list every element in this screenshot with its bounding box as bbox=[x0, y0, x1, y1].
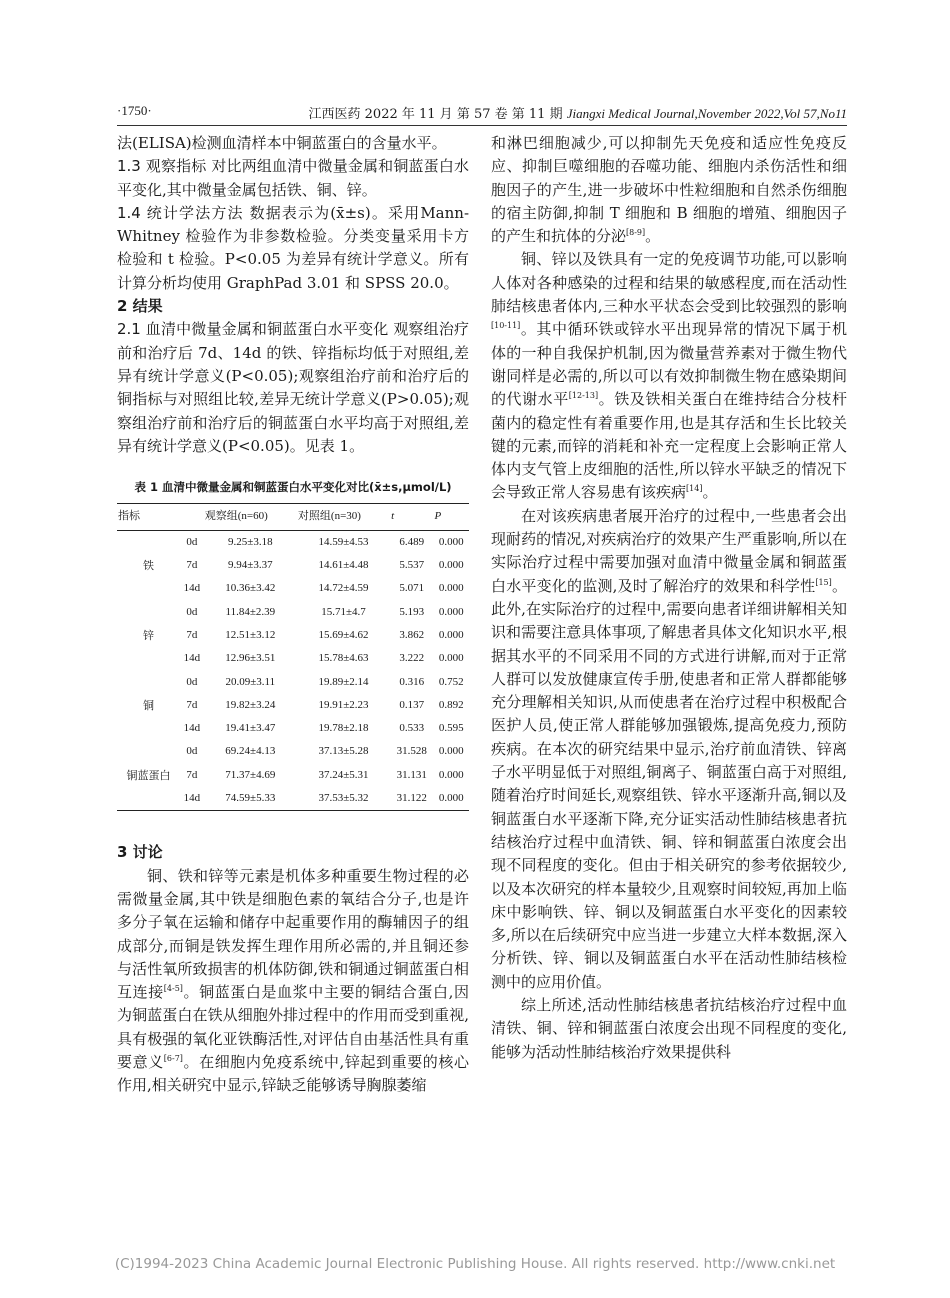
section-2-1 bbox=[117, 318, 469, 458]
table-header-row bbox=[117, 504, 469, 530]
table-cell: 37.24±5.31 bbox=[318, 768, 369, 781]
table-cell: 12.96±3.51 bbox=[225, 652, 276, 665]
table-cell: 0.000 bbox=[438, 559, 464, 572]
section-2-1-title: 2.1 血清中微量金属和铜蓝蛋白水平变化 bbox=[117, 320, 389, 339]
section-1-3-title: 1.3 观察指标 bbox=[117, 157, 207, 176]
table-cell: 0.000 bbox=[438, 745, 464, 758]
table-cell: 74.59±5.33 bbox=[204, 787, 297, 811]
page-header bbox=[117, 101, 847, 126]
table-cell: 11.84±2.39 bbox=[225, 605, 276, 618]
table-cell: 31.122 bbox=[390, 787, 433, 811]
para-r3 bbox=[491, 505, 847, 994]
table-cell: 12.51±3.12 bbox=[225, 628, 276, 641]
ref-4-5: [4-5] bbox=[163, 984, 183, 994]
para-r2b: 。其中循环铁或锌水平出现异常的情况下属于机体的一种自我保护机制,因为微量营养素对于微生物代谢同样是必需的,所以可以有效抑制微生物在感染期间的代谢水平 bbox=[491, 320, 847, 409]
table-cell: 15.69±4.62 bbox=[318, 628, 369, 641]
ref-12-13: [12-13] bbox=[568, 391, 599, 401]
para-discussion-1 bbox=[117, 865, 469, 1098]
para-r1-end: 。 bbox=[645, 227, 661, 246]
ref-8-9: [8-9] bbox=[626, 228, 646, 238]
table-cell: 7d bbox=[186, 628, 198, 641]
th-p: P bbox=[433, 504, 469, 530]
table-cell: 14.59±4.53 bbox=[318, 535, 369, 548]
para-r1a: 和淋巴细胞减少,可以抑制先天免疫和适应性免疫反应、抑制巨噬细胞的吞噬功能、细胞内杀伤活性和细胞因子的产生,进一步破坏中性粒细胞和自然杀伤细胞的宿主防御,抑制 T 细胞和 B 细胞的增殖、细胞因子的产生和抗体的分泌 bbox=[491, 134, 847, 246]
section-1-4 bbox=[117, 202, 469, 295]
table-cell: 0.752 bbox=[438, 675, 464, 688]
table-cell: 37.13±5.28 bbox=[318, 745, 369, 758]
table-cell: 10.36±3.42 bbox=[225, 582, 276, 595]
para-r4: 综上所述,活动性肺结核患者抗结核治疗过程中血清铁、铜、锌和铜蓝蛋白浓度会出现不同程度的变化,能够为活动性肺结核治疗效果提供科 bbox=[491, 995, 847, 1061]
journal-en: Jiangxi Medical Journal,November 2022,Vol 57,No11 bbox=[566, 106, 847, 121]
table-cell: 19.78±2.18 bbox=[318, 722, 369, 735]
journal-cn: 江西医药 2022 年 11 月 第 57 卷 第 11 期 bbox=[308, 107, 567, 122]
table-cell: 0.316 bbox=[399, 675, 425, 688]
table-cell: 71.37±4.69 bbox=[225, 768, 276, 781]
page-number: ·1750· bbox=[117, 103, 152, 118]
copyright-footer: (C)1994-2023 China Academic Journal Electronic Publishing House. All rights reserved. http://www.cnki.net bbox=[114, 1256, 836, 1272]
th-control: 对照组(n=30) bbox=[297, 504, 390, 530]
para-elisa: 法(ELISA)检测血清样本中铜蓝蛋白的含量水平。 bbox=[117, 134, 447, 152]
table-cell: 3.862 bbox=[399, 628, 425, 641]
table-cell: 7d bbox=[186, 768, 198, 781]
table-cell: 14d bbox=[183, 582, 201, 595]
table-cell: 0d bbox=[186, 675, 198, 688]
th-time bbox=[180, 504, 204, 530]
ref-10-11: [10-11] bbox=[491, 321, 521, 331]
para-r2 bbox=[491, 248, 847, 504]
table-cell: 0.000 bbox=[438, 535, 464, 548]
table-1 bbox=[117, 503, 469, 811]
para-discussion-1b: 。铜蓝蛋白是血浆中主要的铜结合蛋白,因为铜蓝蛋白在铁从细胞外排过程中的作用而受到重视,具有极强的氧化亚铁酶活性,对评估自由基活性具有重要意义 bbox=[117, 983, 469, 1071]
para-r1 bbox=[491, 132, 847, 248]
table-cell: 14d bbox=[180, 787, 204, 811]
section-1-3 bbox=[117, 155, 469, 202]
table-body bbox=[117, 530, 469, 811]
table-cell: 6.489 bbox=[399, 535, 425, 548]
th-t: t bbox=[390, 504, 433, 530]
table-cell: 0.000 bbox=[438, 768, 464, 781]
th-observe: 观察组(n=60) bbox=[204, 504, 297, 530]
th-indicator: 指标 bbox=[117, 504, 180, 530]
table-cell: 19.91±2.23 bbox=[318, 698, 369, 711]
ref-14: [14] bbox=[686, 484, 703, 494]
table-cell: 0d bbox=[186, 605, 198, 618]
para-r2-end: 。 bbox=[702, 483, 718, 502]
table-cell: 0.892 bbox=[438, 698, 464, 711]
table-cell: 14d bbox=[183, 652, 201, 665]
section-2-1-text: 观察组治疗前和治疗后 7d、14d 的铁、锌指标均低于对照组,差异有统计学意义(P<0.05);观察组治疗前和治疗后的铜指标与对照组比较,差异无统计学意义(P>0.05);观察组治疗前和治疗后的铜蓝蛋白水平均高于对照组,差异有统计学意义(P<0.05)。见表 1。 bbox=[117, 320, 469, 455]
section-3-heading: 3 讨论 bbox=[117, 843, 163, 862]
table-cell: 31.528 bbox=[396, 745, 427, 758]
table-cell: 19.89±2.14 bbox=[318, 675, 369, 688]
table-cell: 19.82±3.24 bbox=[225, 698, 276, 711]
right-column bbox=[491, 132, 847, 1064]
ref-6-7: [6-7] bbox=[163, 1053, 183, 1063]
table-row bbox=[117, 671, 469, 694]
table-group-label: 锌 bbox=[143, 628, 155, 642]
table-cell: 31.131 bbox=[396, 768, 427, 781]
section-2-heading: 2 结果 bbox=[117, 297, 163, 316]
ref-15: [15] bbox=[815, 577, 832, 587]
table-cell: 19.41±3.47 bbox=[225, 722, 276, 735]
table-1-caption: 表 1 血清中微量金属和铜蓝蛋白水平变化对比(x̄±s,μmol/L) bbox=[134, 480, 452, 495]
table-group-label: 铜 bbox=[143, 698, 155, 712]
table-cell: 9.25±3.18 bbox=[228, 535, 273, 548]
table-cell: 0.000 bbox=[438, 582, 464, 595]
para-discussion-1c: 。在细胞内免疫系统中,锌起到重要的核心作用,相关研究中显示,锌缺乏能够诱导胸腺萎缩 bbox=[117, 1052, 469, 1095]
table-cell: 9.94±3.37 bbox=[228, 559, 273, 572]
table-cell: 5.193 bbox=[399, 605, 425, 618]
table-cell: 0.000 bbox=[438, 628, 464, 641]
para-discussion-1a: 铜、铁和锌等元素是机体多种重要生物过程的必需微量金属,其中铁是细胞色素的氧结合分子,也是许多分子氧在运输和储存中起重要作用的酶辅因子的组成部分,而铜是铁发挥生理作用所必需的,并且铜还参与活性氧所致损害的机体防御,铁和铜通过铜蓝蛋白相互连接 bbox=[117, 866, 469, 1002]
table-cell: 0d bbox=[186, 535, 198, 548]
para-r3a: 在对该疾病患者展开治疗的过程中,一些患者会出现耐药的情况,对疾病治疗的效果产生严重影响,所以在实际治疗过程中需要加强对血清中微量金属和铜蓝蛋白水平变化的监测,及时了解治疗的效果和科学性 bbox=[491, 506, 847, 595]
table-cell: 14d bbox=[183, 722, 201, 735]
table-cell: 0.000 bbox=[438, 605, 464, 618]
section-1-4-text: 数据表示为(x̄±s)。采用Mann-Whitney 检验作为非参数检验。分类变量采用卡方检验和 t 检验。P<0.05 为差异有统计学意义。所有计算分析均使用 GraphPad 3.01 和 SPSS 20.0。 bbox=[117, 203, 470, 292]
table-cell: 14.61±4.48 bbox=[318, 559, 369, 572]
table-cell: 0.595 bbox=[438, 722, 464, 735]
para-r2a: 铜、锌以及铁具有一定的免疫调节功能,可以影响人体对各种感染的过程和结果的敏感程度,而在活动性肺结核患者体内,三种水平状态会受到比较强烈的影响 bbox=[491, 250, 847, 316]
table-cell: 15.71±4.7 bbox=[321, 605, 366, 618]
table-row bbox=[117, 601, 469, 624]
para-r3b: 。此外,在实际治疗的过程中,需要向患者详细讲解相关知识和需要注意具体事项,了解患者具体文化知识水平,根据其水平的不同采用不同的方式进行讲解,而对于正常人群可以发放健康宣传手册,使患者和正常人群都能够充分理解相关知识,从而使患者在治疗过程中积极配合医护人员,使正常人群能够加强锻炼,提高免疫力,预防疾病。在本次的研究结果中显示,治疗前血清铁、锌离子水平明显低于对照组,铜离子、铜蓝蛋白高于对照组,随着治疗时间延长,观察组铁、锌水平逐渐升高,铜以及铜蓝蛋白水平逐渐下降,充分证实活动性肺结核患者抗结核治疗过程中血清铁、铜、锌和铜蓝蛋白浓度会出现不同程度的变化。但由于相关研究的参考依据较少,以及本次研究的样本量较少,且观察时间较短,再加上临床中影响铁、锌、铜以及铜蓝蛋白水平变化的因素较多,所以在后续研究中应当进一步建立大样本数据,深入分析铁、锌、铜以及铜蓝蛋白水平在活动性肺结核检测中的应用价值。 bbox=[491, 576, 847, 991]
table-group-label: 铁 bbox=[143, 559, 155, 573]
table-cell: 15.78±4.63 bbox=[318, 652, 369, 665]
left-column bbox=[117, 132, 469, 1098]
table-cell: 7d bbox=[186, 559, 198, 572]
table-cell: 3.222 bbox=[399, 652, 425, 665]
journal-info bbox=[309, 103, 847, 122]
table-cell: 5.537 bbox=[399, 559, 425, 572]
table-cell: 0.000 bbox=[438, 652, 464, 665]
table-cell: 5.071 bbox=[399, 582, 425, 595]
table-cell: 37.53±5.32 bbox=[297, 787, 390, 811]
table-cell: 0.533 bbox=[399, 722, 425, 735]
table-cell: 0.137 bbox=[399, 698, 425, 711]
table-row bbox=[117, 530, 469, 554]
section-1-4-title: 1.4 统计学法方法 bbox=[117, 203, 244, 222]
table-cell: 20.09±3.11 bbox=[225, 675, 276, 688]
table-cell: 0d bbox=[186, 745, 198, 758]
table-group-label: 铜蓝蛋白 bbox=[117, 740, 180, 810]
section-1-3-text: 对比两组血清中微量金属和铜蓝蛋白水平变化,其中微量金属包括铁、铜、锌。 bbox=[117, 157, 469, 199]
table-cell: 0.000 bbox=[433, 787, 469, 811]
table-cell: 7d bbox=[186, 698, 198, 711]
table-row bbox=[117, 740, 469, 763]
table-cell: 14.72±4.59 bbox=[318, 582, 369, 595]
table-cell: 69.24±4.13 bbox=[225, 745, 276, 758]
para-r2c: 。铁及铁相关蛋白在维持结合分枝杆菌内的稳定性有着重要作用,也是其存活和生长比较关键的元素,而锌的消耗和补充一定程度上会影响正常人体内支气管上皮细胞的活性,所以锌水平缺乏的情况下会导致正常人容易患有该疾病 bbox=[491, 390, 847, 502]
